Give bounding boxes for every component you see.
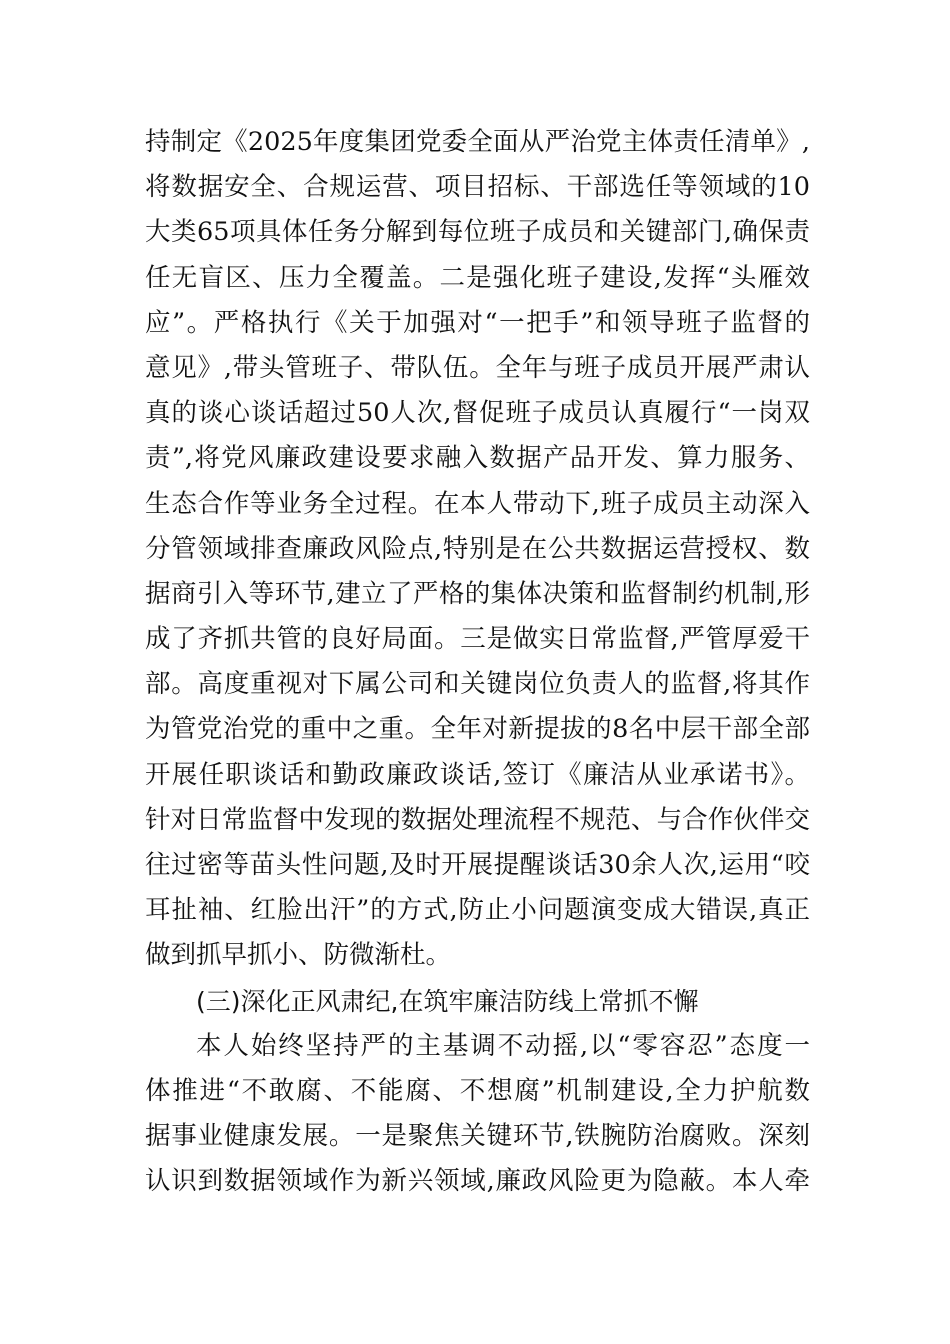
text-line: 据商引入等环节,建立了严格的集体决策和监督制约机制,形 — [145, 578, 810, 609]
text-line: 任无盲区、压力全覆盖。二是强化班子建设,发挥“头雁效 — [145, 262, 810, 293]
paragraph-1 — [145, 120, 810, 979]
text-line: 应”。严格执行《关于加强对“一把手”和领导班子监督的 — [145, 307, 810, 338]
paragraph-2 — [145, 1024, 810, 1205]
text-line: 意见》,带头管班子、带队伍。全年与班子成员开展严肃认 — [145, 352, 810, 383]
text-line: 认识到数据领域作为新兴领域,廉政风险更为隐蔽。本人牵 — [145, 1166, 810, 1197]
text-line: 耳扯袖、红脸出汗”的方式,防止小问题演变成大错误,真正 — [145, 895, 810, 926]
text-line: 责”,将党风廉政建设要求融入数据产品开发、算力服务、 — [145, 443, 810, 474]
text-line: 往过密等苗头性问题,及时开展提醒谈话30余人次,运用“咬 — [145, 850, 810, 880]
text-line: 大类65项具体任务分解到每位班子成员和关键部门,确保责 — [145, 217, 810, 248]
text-line: 开展任职谈话和勤政廉政谈话,签订《廉洁从业承诺书》。 — [145, 759, 810, 790]
text-line: 为管党治党的重中之重。全年对新提拔的8名中层干部全部 — [145, 714, 810, 745]
text-line: 做到抓早抓小、防微渐杜。 — [145, 940, 452, 971]
text-line: 成了齐抓共管的良好局面。三是做实日常监督,严管厚爱干 — [145, 624, 810, 655]
text-line: 生态合作等业务全过程。在本人带动下,班子成员主动深入 — [145, 488, 810, 519]
text-line: 将数据安全、合规运营、项目招标、干部选任等领域的10 — [145, 172, 810, 203]
text-line: 针对日常监督中发现的数据处理流程不规范、与合作伙伴交 — [145, 804, 810, 835]
text-line: 部。高度重视对下属公司和关键岗位负责人的监督,将其作 — [145, 669, 810, 700]
text-line: 据事业健康发展。一是聚焦关键环节,铁腕防治腐败。深刻 — [145, 1121, 810, 1152]
text-line: 分管领域排查廉政风险点,特别是在公共数据运营授权、数 — [145, 533, 810, 564]
text-line: 本人始终坚持严的主基调不动摇,以“零容忍”态度一 — [196, 1030, 810, 1061]
section-heading: (三)深化正风肃纪,在筑牢廉洁防线上常抓不懈 — [196, 986, 699, 1016]
text-line: 持制定《2025年度集团党委全面从严治党主体责任清单》, — [145, 127, 810, 157]
document-body — [145, 120, 810, 1205]
text-line: 真的谈心谈话超过50人次,督促班子成员认真履行“一岗双 — [145, 398, 810, 429]
text-line: 体推进“不敢腐、不能腐、不想腐”机制建设,全力护航数 — [145, 1075, 810, 1106]
